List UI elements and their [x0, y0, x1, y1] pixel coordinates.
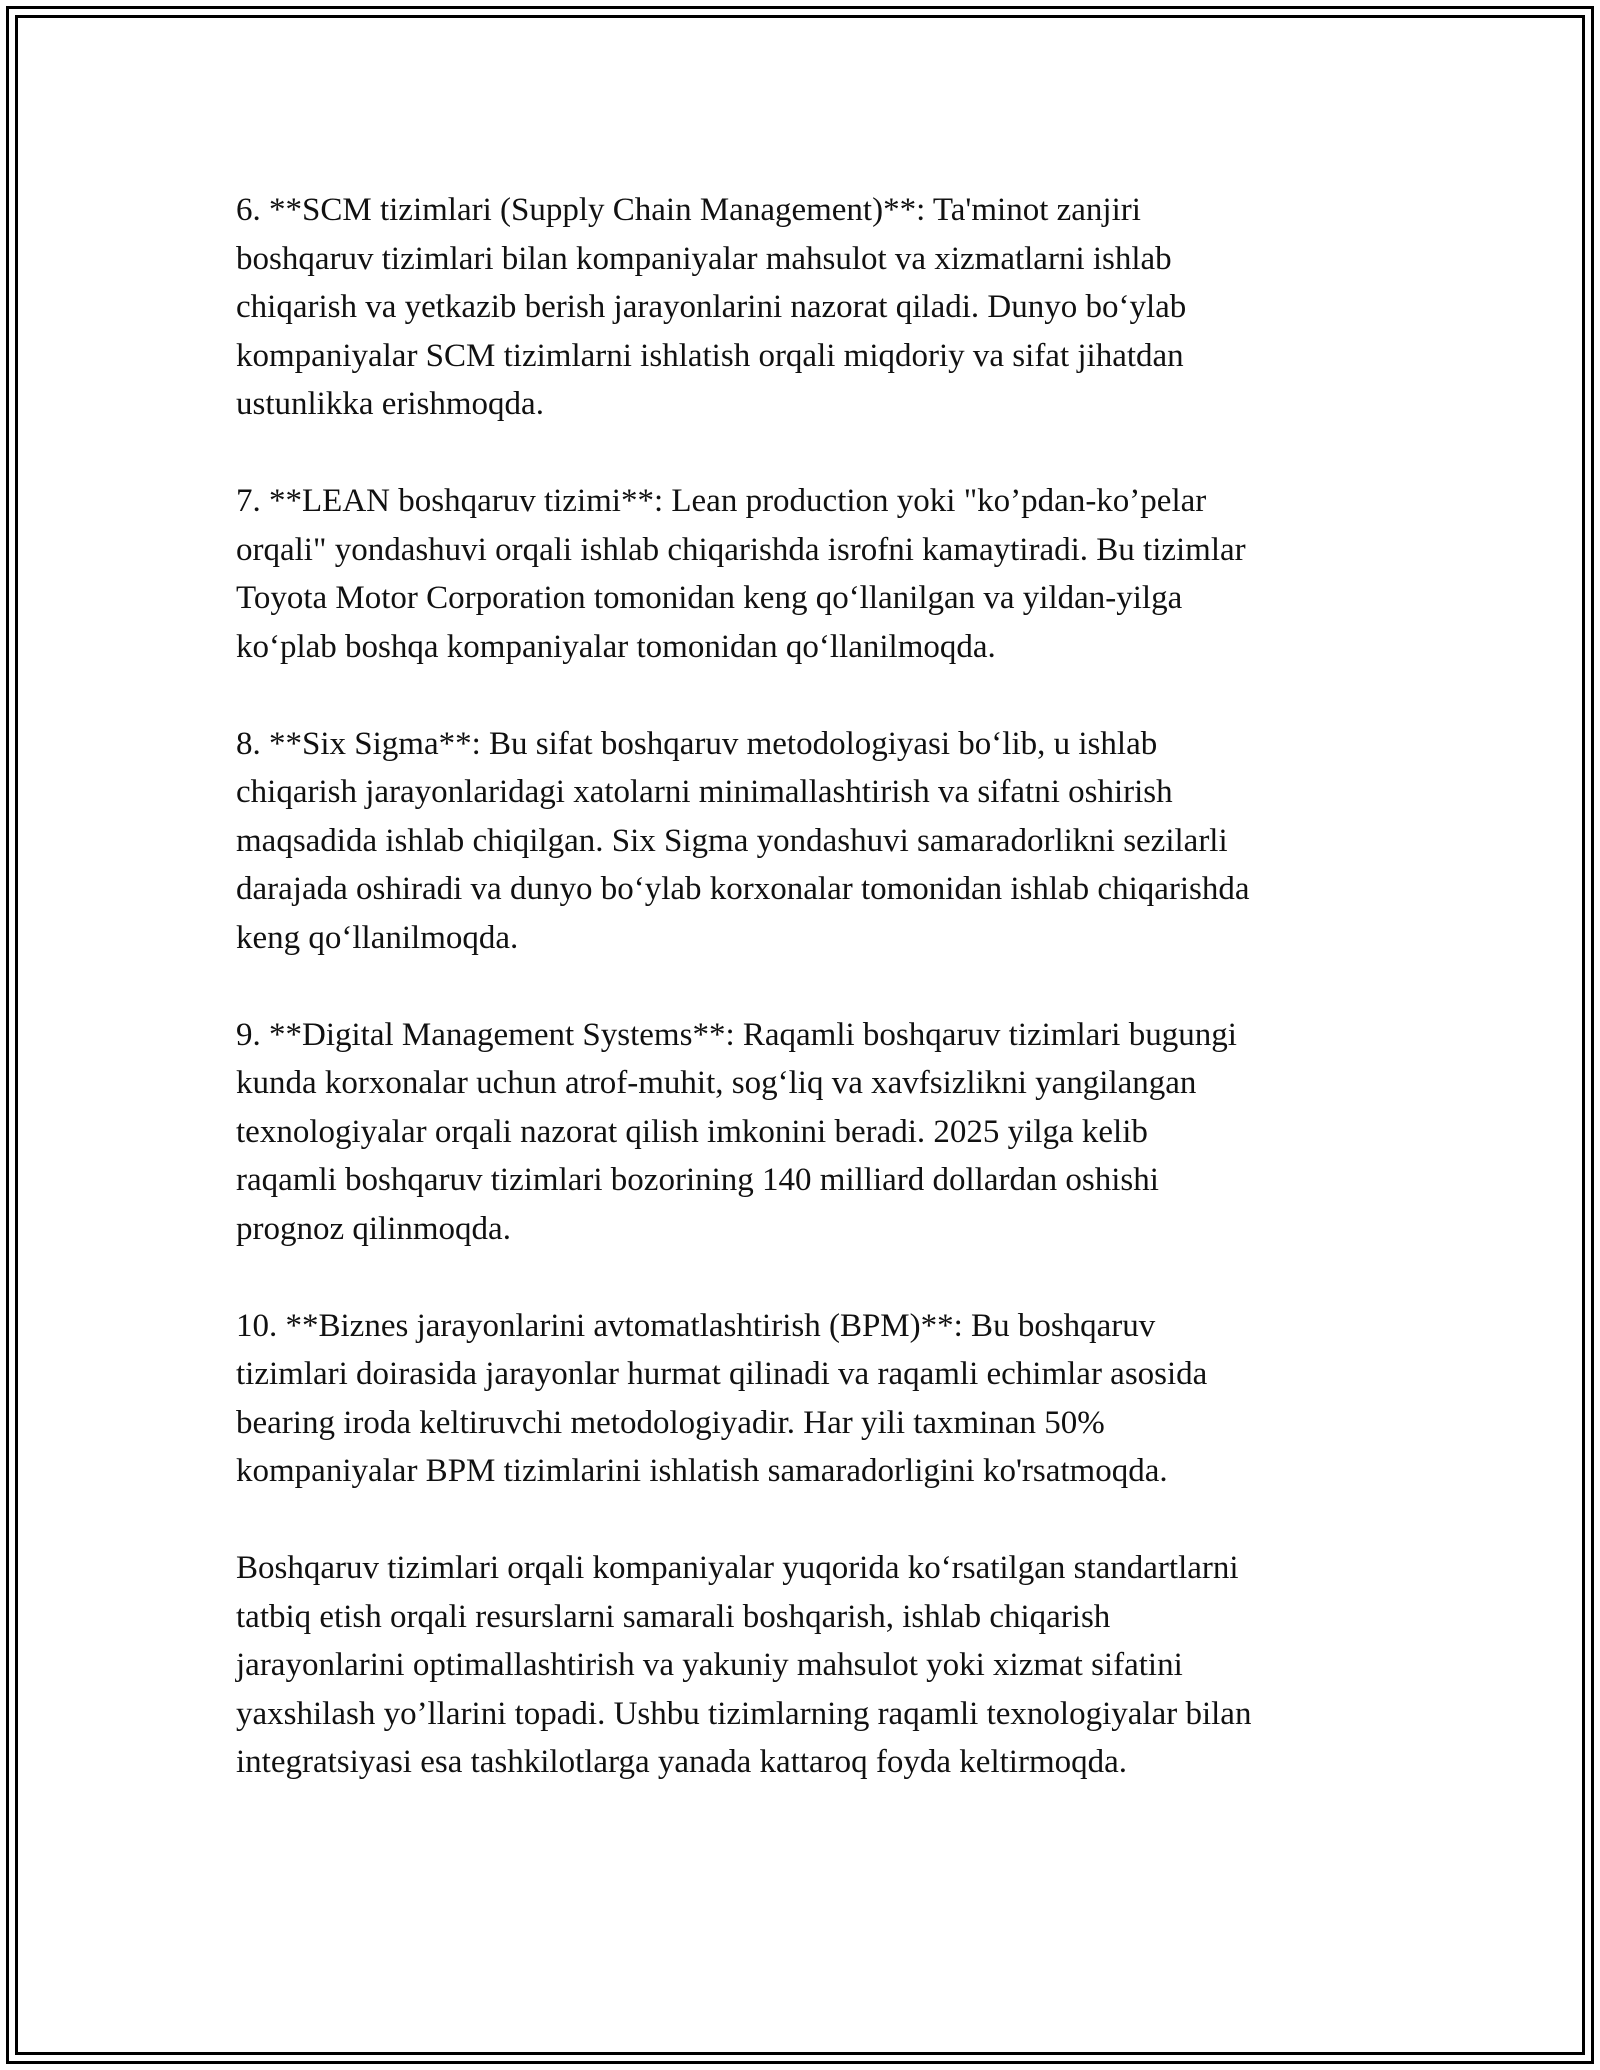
text-line: darajada oshiradi va dunyo bo‘ylab korxonalar tomonidan ishlab chiqarishda [236, 871, 1250, 907]
text-line: Boshqaruv tizimlari orqali kompaniyalar yuqorida ko‘rsatilgan standartlarni [236, 1550, 1239, 1586]
text-line: 10. **Biznes jarayonlarini avtomatlashtirish (BPM)**: Bu boshqaruv [236, 1307, 1156, 1344]
paragraph-bpm [236, 1302, 1396, 1496]
text-line: raqamli boshqaruv tizimlari bozorining 140 milliard dollardan oshishi [236, 1162, 1159, 1198]
text-line: 9. **Digital Management Systems**: Raqamli boshqaruv tizimlari bugungi [236, 1016, 1237, 1053]
text-line: 6. **SCM tizimlari (Supply Chain Management)**: Ta'minot zanjiri [236, 192, 1141, 228]
text-line: Toyota Motor Corporation tomonidan keng qo‘llanilgan va yildan-yilga [236, 580, 1183, 616]
text-line: maqsadida ishlab chiqilgan. Six Sigma yondashuvi samaradorlikni sezilarli [236, 822, 1228, 859]
text-line: 8. **Six Sigma**: Bu sifat boshqaruv metodologiyasi bo‘lib, u ishlab [236, 725, 1158, 762]
paragraph-scm [236, 186, 1396, 429]
text-line: kunda korxonalar uchun atrof-muhit, sog‘liq va xavfsizlikni yangilangan [236, 1065, 1197, 1101]
text-line: chiqarish va yetkazib berish jarayonlarini nazorat qiladi. Dunyo bo‘ylab [236, 289, 1187, 325]
paragraph-digital-management [236, 1011, 1396, 1254]
text-line: keng qo‘llanilmoqda. [236, 919, 519, 956]
text-line: kompaniyalar SCM tizimlarni ishlatish orqali miqdoriy va sifat jihatdan [236, 337, 1184, 374]
text-line: boshqaruv tizimlari bilan kompaniyalar mahsulot va xizmatlarni ishlab [236, 240, 1172, 277]
text-line: integratsiyasi esa tashkilotlarga yanada kattaroq foyda keltirmoqda. [236, 1744, 1128, 1780]
text-line: bearing iroda keltiruvchi metodologiyadir. Har yili taxminan 50% [236, 1404, 1105, 1441]
text-line: 7. **LEAN boshqaruv tizimi**: Lean production yoki "ko’pdan-ko’pelar [236, 483, 1207, 519]
text-line: jarayonlarini optimallashtirish va yakuniy mahsulot yoki xizmat sifatini [236, 1647, 1183, 1683]
text-line: kompaniyalar BPM tizimlarini ishlatish samaradorligini ko'rsatmoqda. [236, 1453, 1168, 1489]
text-line: ustunlikka erishmoqda. [236, 386, 544, 422]
text-line: tatbiq etish orqali resurslarni samarali boshqarish, ishlab chiqarish [236, 1598, 1111, 1635]
text-line: texnologiyalar orqali nazorat qilish imkonini beradi. 2025 yilga kelib [236, 1113, 1148, 1150]
document-body [236, 186, 1396, 1787]
paragraph-six-sigma [236, 720, 1396, 963]
paragraph-conclusion [236, 1544, 1396, 1787]
paragraph-lean [236, 477, 1396, 671]
text-line: tizimlari doirasida jarayonlar hurmat qilinadi va raqamli echimlar asosida [236, 1356, 1208, 1392]
text-line: ko‘plab boshqa kompaniyalar tomonidan qo‘llanilmoqda. [236, 628, 996, 665]
text-line: prognoz qilinmoqda. [236, 1210, 511, 1247]
text-line: yaxshilash yo’llarini topadi. Ushbu tizimlarning raqamli texnologiyalar bilan [236, 1695, 1252, 1732]
text-line: orqali" yondashuvi orqali ishlab chiqarishda isrofni kamaytiradi. Bu tizimlar [236, 531, 1246, 568]
text-line: chiqarish jarayonlaridagi xatolarni minimallashtirish va sifatni oshirish [236, 774, 1173, 810]
